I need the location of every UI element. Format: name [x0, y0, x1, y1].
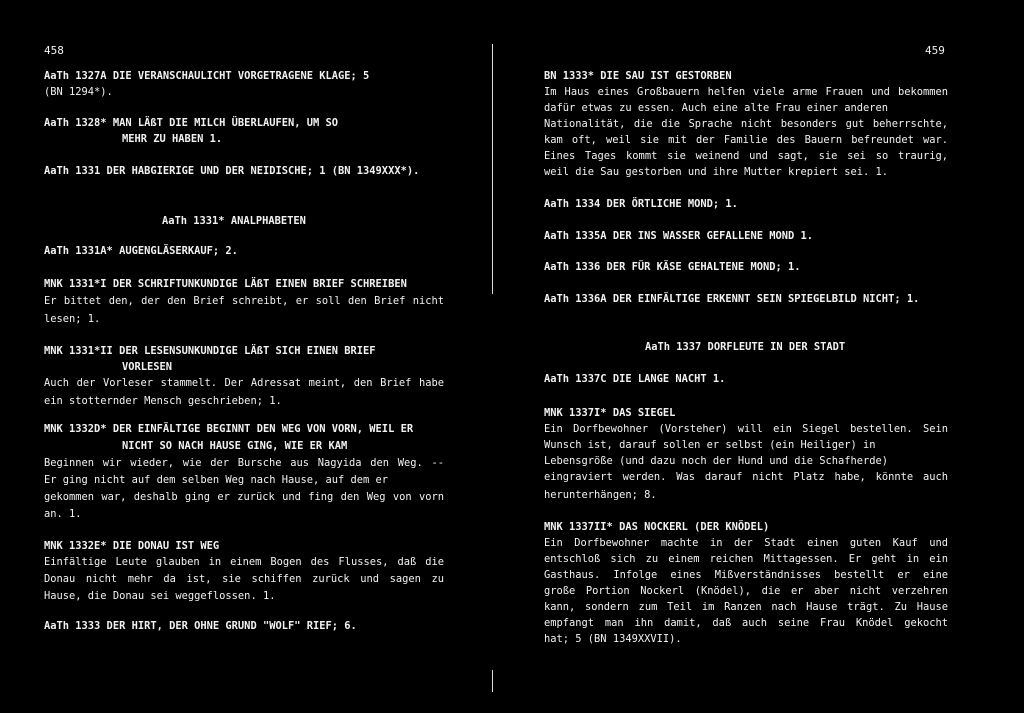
page-number-left: 458 — [44, 44, 64, 57]
left-entry-heading: MNK 1331*I DER SCHRIFTUNKUNDIGE LÄßT EINEN BRIEF SCHREIBEN — [44, 278, 407, 290]
gutter-rule-bottom — [492, 670, 493, 692]
left-entry-text: an. 1. — [44, 508, 82, 520]
left-entry-text: Donau nicht mehr da ist, sie schiffen zurück und sagen zu — [44, 573, 444, 585]
left-entry-heading: AaTh 1331A* AUGENGLÄSERKAUF; 2. — [44, 245, 238, 257]
right-entry-text: dafür etwas zu essen. Auch eine alte Frau einer anderen — [544, 102, 889, 114]
right-entry-text: empfangt man ihn damit, daß auch seine Frau Knödel gekocht — [544, 617, 948, 629]
left-entry-text: Er bittet den, der den Brief schreibt, er soll den Brief nicht — [44, 295, 444, 307]
right-entry-text: Eines Tages kommt sie weinend und sagt, sie sei so traurig, — [544, 150, 948, 162]
right-entry-heading: AaTh 1335A DER INS WASSER GEFALLENE MOND 1. — [544, 230, 813, 242]
left-entry-heading: AaTh 1328* MAN LÄßT DIE MILCH ÜBERLAUFEN, UM SO — [44, 117, 339, 129]
right-entry-text: kann, sondern zum Teil im Ranzen nach Hause trägt. Zu Hause — [544, 601, 948, 613]
right-entry-heading: MNK 1337II* DAS NOCKERL (DER KNÖDEL) — [544, 521, 770, 533]
left-entry-text: lesen; 1. — [44, 313, 101, 325]
right-entry-heading: AaTh 1336 DER FÜR KÄSE GEHALTENE MOND; 1. — [544, 261, 801, 273]
left-entry-heading: VORLESEN — [122, 361, 173, 373]
right-entry-heading: BN 1333* DIE SAU IST GESTORBEN — [544, 70, 732, 82]
left-entry-heading: AaTh 1331* ANALPHABETEN — [162, 215, 306, 227]
left-entry-text: Auch der Vorleser stammelt. Der Adressat meint, den Brief habe — [44, 377, 444, 389]
right-entry-text: Nationalität, die die Sprache nicht besonders gut beherrschte, — [544, 118, 948, 130]
right-entry-text: Wunsch ist, darauf sollen er selbst (ein Heiliger) in — [544, 439, 876, 451]
left-entry-text: gekommen war, deshalb ging er zurück und fing den Weg von vorn — [44, 491, 444, 503]
right-entry-heading: AaTh 1337 DORFLEUTE IN DER STADT — [645, 341, 846, 353]
left-entry-heading: AaTh 1327A DIE VERANSCHAULICHT VORGETRAGENE KLAGE; 5 — [44, 70, 370, 82]
right-entry-text: weil die Sau gestorben und ihre Mutter krepiert sei. 1. — [544, 166, 889, 178]
left-entry-heading: MNK 1331*II DER LESENSUNKUNDIGE LÄßT SICH EINEN BRIEF — [44, 345, 376, 357]
left-entry-text: (BN 1294*). — [44, 86, 113, 98]
left-entry-heading: MEHR ZU HABEN 1. — [122, 133, 223, 145]
right-entry-text: Gasthaus. Infolge eines Mißverständnisses bestellt er eine — [544, 569, 948, 581]
right-entry-text: hat; 5 (BN 1349XXVII). — [544, 633, 682, 645]
right-entry-text: Ein Dorfbewohner (Vorsteher) will ein Siegel bestellen. Sein — [544, 423, 948, 435]
gutter-rule-top — [492, 44, 493, 294]
left-entry-heading: MNK 1332D* DER EINFÄLTIGE BEGINNT DEN WEG VON VORN, WEIL ER — [44, 423, 414, 435]
right-entry-heading: AaTh 1336A DER EINFÄLTIGE ERKENNT SEIN SPIEGELBILD NICHT; 1. — [544, 293, 920, 305]
right-entry-text: Lebensgröße (und dazu noch der Hund und die Schafherde) — [544, 455, 889, 467]
left-entry-text: Einfältige Leute glauben in einem Bogen des Flusses, daß die — [44, 556, 444, 568]
left-entry-heading: AaTh 1331 DER HABGIERIGE UND DER NEIDISCHE; 1 (BN 1349XXX*). — [44, 165, 420, 177]
page-number-right: 459 — [925, 44, 945, 57]
left-entry-heading: MNK 1332E* DIE DONAU IST WEG — [44, 540, 220, 552]
right-entry-text: eingraviert werden. Was darauf nicht Platz habe, könnte auch — [544, 471, 948, 483]
right-entry-heading: AaTh 1334 DER ÖRTLICHE MOND; 1. — [544, 198, 738, 210]
left-entry-heading: AaTh 1333 DER HIRT, DER OHNE GRUND "WOLF" RIEF; 6. — [44, 620, 357, 632]
left-entry-heading: NICHT SO NACH HAUSE GING, WIE ER KAM — [122, 440, 348, 452]
right-entry-heading: MNK 1337I* DAS SIEGEL — [544, 407, 676, 419]
right-entry-heading: AaTh 1337C DIE LANGE NACHT 1. — [544, 373, 726, 385]
right-entry-text: kam oft, weil sie mit der Familie des Bauern befreundet war. — [544, 134, 948, 146]
left-entry-text: Beginnen wir wieder, wie der Bursche aus Nagyida den Weg. -- — [44, 457, 444, 469]
right-entry-text: Im Haus eines Großbauern helfen viele arme Frauen und bekommen — [544, 86, 948, 98]
left-entry-text: Hause, die Donau sei weggeflossen. 1. — [44, 590, 276, 602]
right-entry-text: entschloß sich zu einem reichen Mittagessen. Er geht in ein — [544, 553, 948, 565]
left-entry-text: Er ging nicht auf dem selben Weg nach Hause, auf dem er — [44, 474, 389, 486]
right-entry-text: Ein Dorfbewohner machte in der Stadt einen guten Kauf und — [544, 537, 948, 549]
right-entry-text: herunterhängen; 8. — [544, 489, 657, 501]
left-entry-text: ein stotternder Mensch geschrieben; 1. — [44, 395, 282, 407]
right-entry-text: große Portion Nockerl (Knödel), die er aber nicht verzehren — [544, 585, 948, 597]
